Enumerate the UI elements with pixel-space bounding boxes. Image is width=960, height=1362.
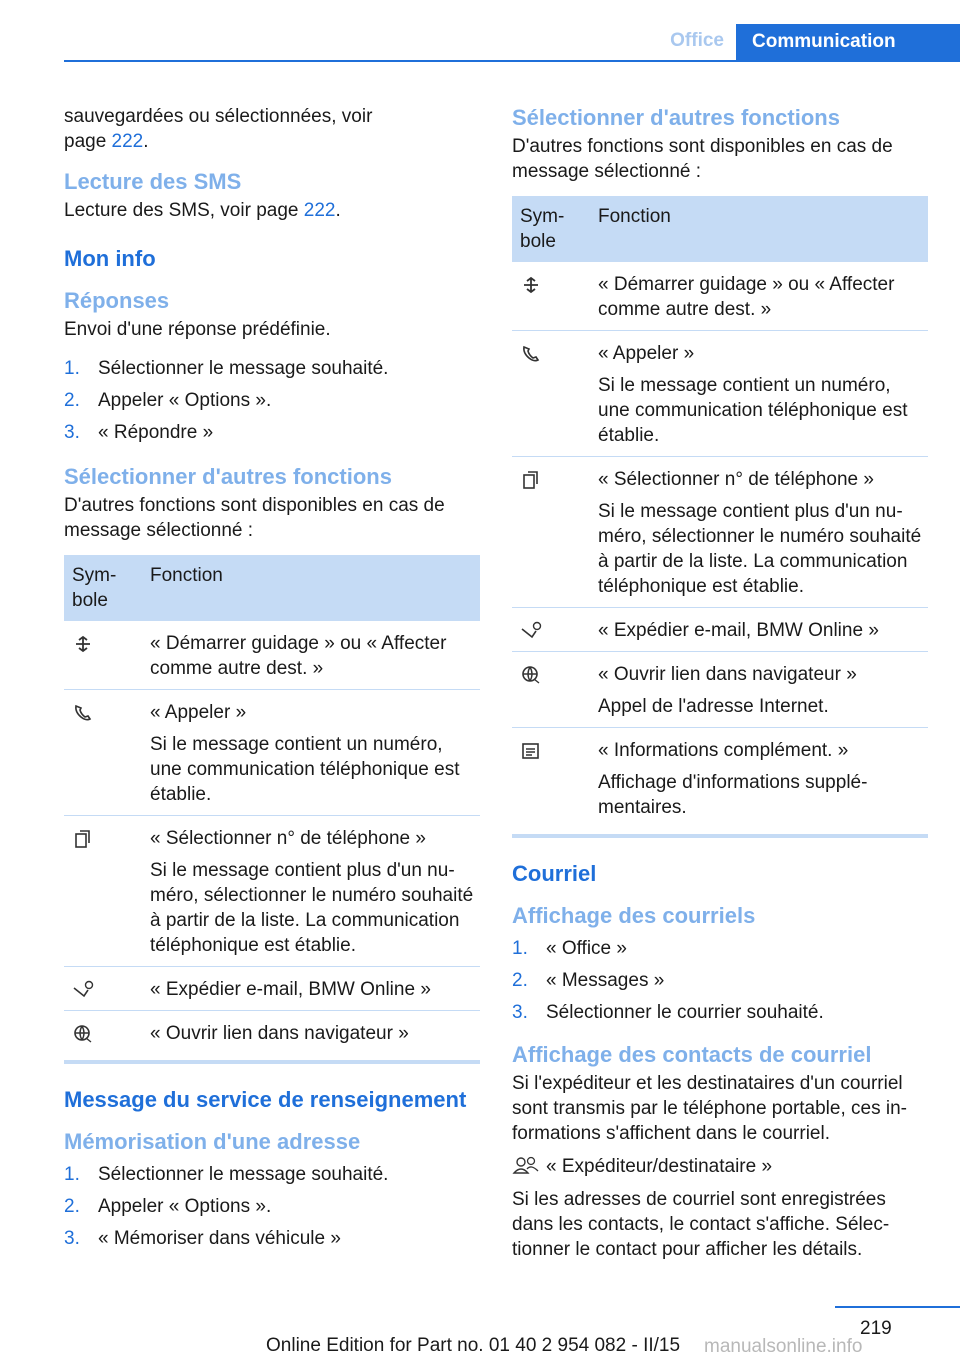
- symbol-cell: [512, 728, 590, 837]
- contacts-text: Si l'expéditeur et les destinataires d'un courriel sont transmis par le téléphone portable, ces informations s'affichent dans le courriel.: [512, 1073, 907, 1144]
- symbol-cell: [64, 816, 142, 967]
- step-number: 2.: [64, 1196, 80, 1217]
- fonctions-heading: Sélectionner d'autres fonctions: [512, 105, 840, 130]
- list-item: [64, 1194, 480, 1219]
- function-cell: [142, 690, 480, 816]
- sms-text: [64, 198, 480, 223]
- sms-text-prefix: Lecture des SMS, voir page: [64, 200, 304, 221]
- step-number: 3.: [64, 422, 80, 443]
- function-cell: [142, 621, 480, 690]
- symbol-cell: [64, 967, 142, 1011]
- function-cell: [590, 652, 928, 728]
- table-header-row: [512, 196, 928, 262]
- sms-heading: Lecture des SMS: [64, 169, 242, 194]
- function-label: « Appeler »: [598, 343, 695, 364]
- step-number: 1.: [64, 1164, 80, 1185]
- function-cell: [590, 728, 928, 837]
- intro-text: [64, 104, 480, 154]
- function-label: « Expédier e-mail, BMW Online »: [598, 620, 879, 641]
- page-header: [0, 24, 960, 62]
- reponses-text: Envoi d'une réponse prédéfinie.: [64, 319, 331, 340]
- sms-suffix: .: [335, 200, 341, 221]
- moninfo-heading: Mon info: [64, 246, 156, 271]
- phone-icon: [72, 703, 94, 723]
- function-cell: [590, 331, 928, 457]
- phone-icon: [520, 344, 542, 364]
- step-text: « Messages »: [546, 970, 665, 991]
- header-chapter: Communication: [736, 24, 960, 62]
- step-text: « Répondre »: [98, 422, 214, 443]
- step-text: Sélectionner le message souhaité.: [98, 358, 389, 379]
- info-icon: [520, 741, 542, 761]
- contacts-text-2: Si les adresses de courriel sont enregistrées dans les contacts, le contact s'affiche. Sélectionner le contact pour afficher les détails.: [512, 1189, 890, 1260]
- col-header-function: Fonction: [142, 555, 480, 621]
- col-header-symbol: Sym- bole: [512, 196, 590, 262]
- fonctions-text: D'autres fonctions sont disponibles en cas de message sélectionné :: [512, 136, 893, 182]
- function-label: « Sélectionner n° de téléphone »: [598, 469, 874, 490]
- affichage-steps: [512, 936, 928, 1025]
- step-number: 1.: [64, 358, 80, 379]
- function-description: Appel de l'adresse Internet.: [598, 696, 829, 717]
- step-text: « Office »: [546, 938, 627, 959]
- browser-icon: [72, 1024, 94, 1044]
- function-cell: [142, 967, 480, 1011]
- left-column: [64, 104, 480, 1258]
- intro-suffix: .: [143, 131, 149, 152]
- list-item: [64, 1162, 480, 1187]
- symbol-cell: [512, 457, 590, 608]
- list-item: [64, 388, 480, 413]
- col-header-function: Fonction: [590, 196, 928, 262]
- page-link[interactable]: 222: [111, 131, 144, 152]
- reponses-steps: [64, 356, 480, 445]
- function-description: Si le message contient un numéro, une communication téléphonique est établie.: [598, 375, 908, 446]
- header-section: Office: [670, 30, 724, 51]
- browser-icon: [520, 665, 542, 685]
- table-row: [64, 690, 480, 816]
- right-column: [512, 104, 928, 1262]
- table-row: [512, 728, 928, 837]
- list-item: [512, 1000, 928, 1025]
- table-row: [512, 652, 928, 728]
- table-row: [64, 1011, 480, 1063]
- symbol-cell: [512, 652, 590, 728]
- symbol-cell: [512, 262, 590, 331]
- adresse-heading: Mémorisation d'une adresse: [64, 1129, 361, 1154]
- intro-page-prefix: page: [64, 131, 112, 152]
- email-icon: [520, 621, 542, 641]
- affichage-heading: Affichage des courriels: [512, 903, 756, 928]
- list-item: [64, 1226, 480, 1251]
- sender-line: [512, 1154, 928, 1179]
- symbol-cell: [64, 690, 142, 816]
- courriel-heading: Courriel: [512, 861, 597, 886]
- list-item: [512, 968, 928, 993]
- table-header-row: [64, 555, 480, 621]
- function-description: Si le message contient plus d'un numéro, sélectionner le numéro souhaité à partir de la liste. La communication téléphonique est établie.: [150, 860, 474, 956]
- step-number: 2.: [512, 970, 528, 991]
- page-link[interactable]: 222: [303, 200, 336, 221]
- symbol-cell: [64, 621, 142, 690]
- function-cell: [590, 608, 928, 652]
- symbol-cell: [64, 1011, 142, 1063]
- step-number: 3.: [64, 1228, 80, 1249]
- function-label: « Ouvrir lien dans navigateur »: [598, 664, 857, 685]
- function-label: « Ouvrir lien dans navigateur »: [150, 1023, 409, 1044]
- email-icon: [72, 980, 94, 1000]
- function-cell: [142, 816, 480, 967]
- table-row: [64, 816, 480, 967]
- reponses-heading: Réponses: [64, 288, 170, 313]
- contacts-icon: [512, 1155, 540, 1175]
- function-label: « Expédier e-mail, BMW Online »: [150, 979, 431, 1000]
- function-label: « Appeler »: [150, 702, 247, 723]
- message-heading: Message du service de renseignement: [64, 1087, 467, 1112]
- list-item: [64, 356, 480, 381]
- function-description: Si le message contient un numéro, une communication téléphonique est établie.: [150, 734, 460, 805]
- function-label: « Sélectionner n° de téléphone »: [150, 828, 426, 849]
- col-header-symbol: Sym- bole: [64, 555, 142, 621]
- step-text: Sélectionner le message souhaité.: [98, 1164, 389, 1185]
- table-row: [512, 457, 928, 608]
- step-text: Appeler « Options ».: [98, 1196, 272, 1217]
- symbol-cell: [512, 608, 590, 652]
- function-cell: [142, 1011, 480, 1063]
- function-label: « Informations complément. »: [598, 740, 849, 761]
- edition-text: Online Edition for Part no. 01 40 2 954 082 - II/15: [266, 1335, 681, 1356]
- list-item: [64, 420, 480, 445]
- fonctions-text: D'autres fonctions sont disponibles en cas de message sélectionné :: [64, 495, 445, 541]
- symbol-table: [512, 196, 928, 838]
- step-text: « Mémoriser dans véhicule »: [98, 1228, 341, 1249]
- list-item: [512, 936, 928, 961]
- select-number-icon: [520, 470, 542, 490]
- function-cell: [590, 457, 928, 608]
- watermark: manualsonline.info: [704, 1336, 863, 1357]
- step-number: 1.: [512, 938, 528, 959]
- function-cell: [590, 262, 928, 331]
- contacts-heading: Affichage des contacts de courriel: [512, 1042, 872, 1067]
- table-row: [512, 262, 928, 331]
- function-description: Si le message contient plus d'un numéro, sélectionner le numéro souhaité à partir de la liste. La communication téléphonique est établie.: [598, 501, 922, 597]
- fonctions-heading: Sélectionner d'autres fonctions: [64, 464, 392, 489]
- function-label: « Démarrer guidage » ou « Affecter comme autre dest. »: [150, 633, 447, 679]
- navigation-icon: [72, 634, 94, 654]
- navigation-icon: [520, 275, 542, 295]
- intro-line: sauvegardées ou sélectionnées, voir: [64, 106, 373, 127]
- function-label: « Démarrer guidage » ou « Affecter comme autre dest. »: [598, 274, 895, 320]
- table-row: [512, 608, 928, 652]
- step-text: Appeler « Options ».: [98, 390, 272, 411]
- function-description: Affichage d'informations supplémentaires.: [598, 772, 868, 818]
- footer-rule: [835, 1306, 960, 1308]
- step-number: 3.: [512, 1002, 528, 1023]
- symbol-cell: [512, 331, 590, 457]
- page-number: 219: [860, 1318, 892, 1339]
- sender-label: « Expéditeur/destinataire »: [546, 1156, 773, 1177]
- table-row: [64, 621, 480, 690]
- table-row: [64, 967, 480, 1011]
- table-row: [512, 331, 928, 457]
- symbol-table: [64, 555, 480, 1064]
- step-text: Sélectionner le courrier souhaité.: [546, 1002, 824, 1023]
- step-number: 2.: [64, 390, 80, 411]
- adresse-steps: [64, 1162, 480, 1251]
- select-number-icon: [72, 829, 94, 849]
